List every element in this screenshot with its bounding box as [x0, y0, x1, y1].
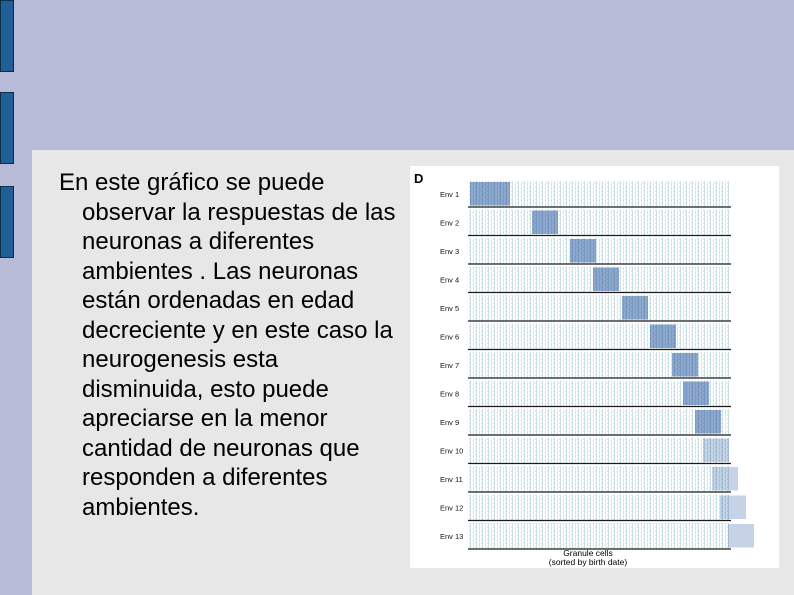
row-trace [468, 238, 731, 264]
response-band [650, 325, 676, 349]
neuron-response-figure [410, 166, 779, 568]
response-band [720, 496, 746, 520]
raster-plot [410, 166, 779, 568]
row-label: Env 2 [440, 218, 460, 228]
response-band [683, 382, 709, 406]
row-trace [468, 409, 731, 435]
response-band [622, 296, 648, 320]
body-paragraph: En este gráfico se puede observar la respuestas de las neuronas a diferentes ambientes . Las neuronas están ordenadas en edad decreciente y en este caso la neurogenesis esta disminuida, esto puede apreciarse en la menor cantidad de neuronas que responden a diferentes ambientes. [59, 169, 396, 521]
row-label: Env 9 [440, 418, 460, 427]
response-band [712, 467, 738, 491]
row-trace [468, 495, 731, 521]
response-band [703, 439, 729, 463]
x-axis-label-line2: (sorted by birth date) [548, 557, 628, 567]
row-trace [468, 210, 731, 236]
row-label: Env 3 [440, 247, 460, 256]
left-tab-3 [0, 186, 14, 258]
row-label: Env 7 [440, 361, 460, 370]
row-trace [468, 295, 731, 321]
row-label: Env 1 [440, 190, 460, 199]
left-tab-2 [0, 92, 14, 164]
row-label: Env 12 [440, 503, 464, 513]
row-trace [468, 523, 731, 549]
row-trace [468, 324, 731, 350]
response-band [672, 353, 698, 377]
row-label: Env 13 [440, 532, 464, 541]
row-trace [468, 466, 731, 492]
x-axis-label-line1: Granule cells [563, 548, 613, 558]
row-label: Env 6 [440, 332, 460, 342]
row-label: Env 10 [440, 446, 464, 456]
row-trace [468, 438, 731, 464]
response-band [532, 211, 558, 235]
panel-letter: D [414, 171, 424, 186]
left-tab-1 [0, 0, 14, 72]
row-label: Env 5 [440, 304, 460, 313]
response-band [470, 182, 510, 206]
row-label: Env 11 [440, 475, 463, 484]
response-band [593, 268, 619, 292]
row-label: Env 8 [440, 389, 460, 399]
row-label: Env 4 [440, 275, 460, 285]
response-band [695, 410, 721, 434]
response-band [728, 524, 754, 548]
response-band [570, 239, 596, 263]
